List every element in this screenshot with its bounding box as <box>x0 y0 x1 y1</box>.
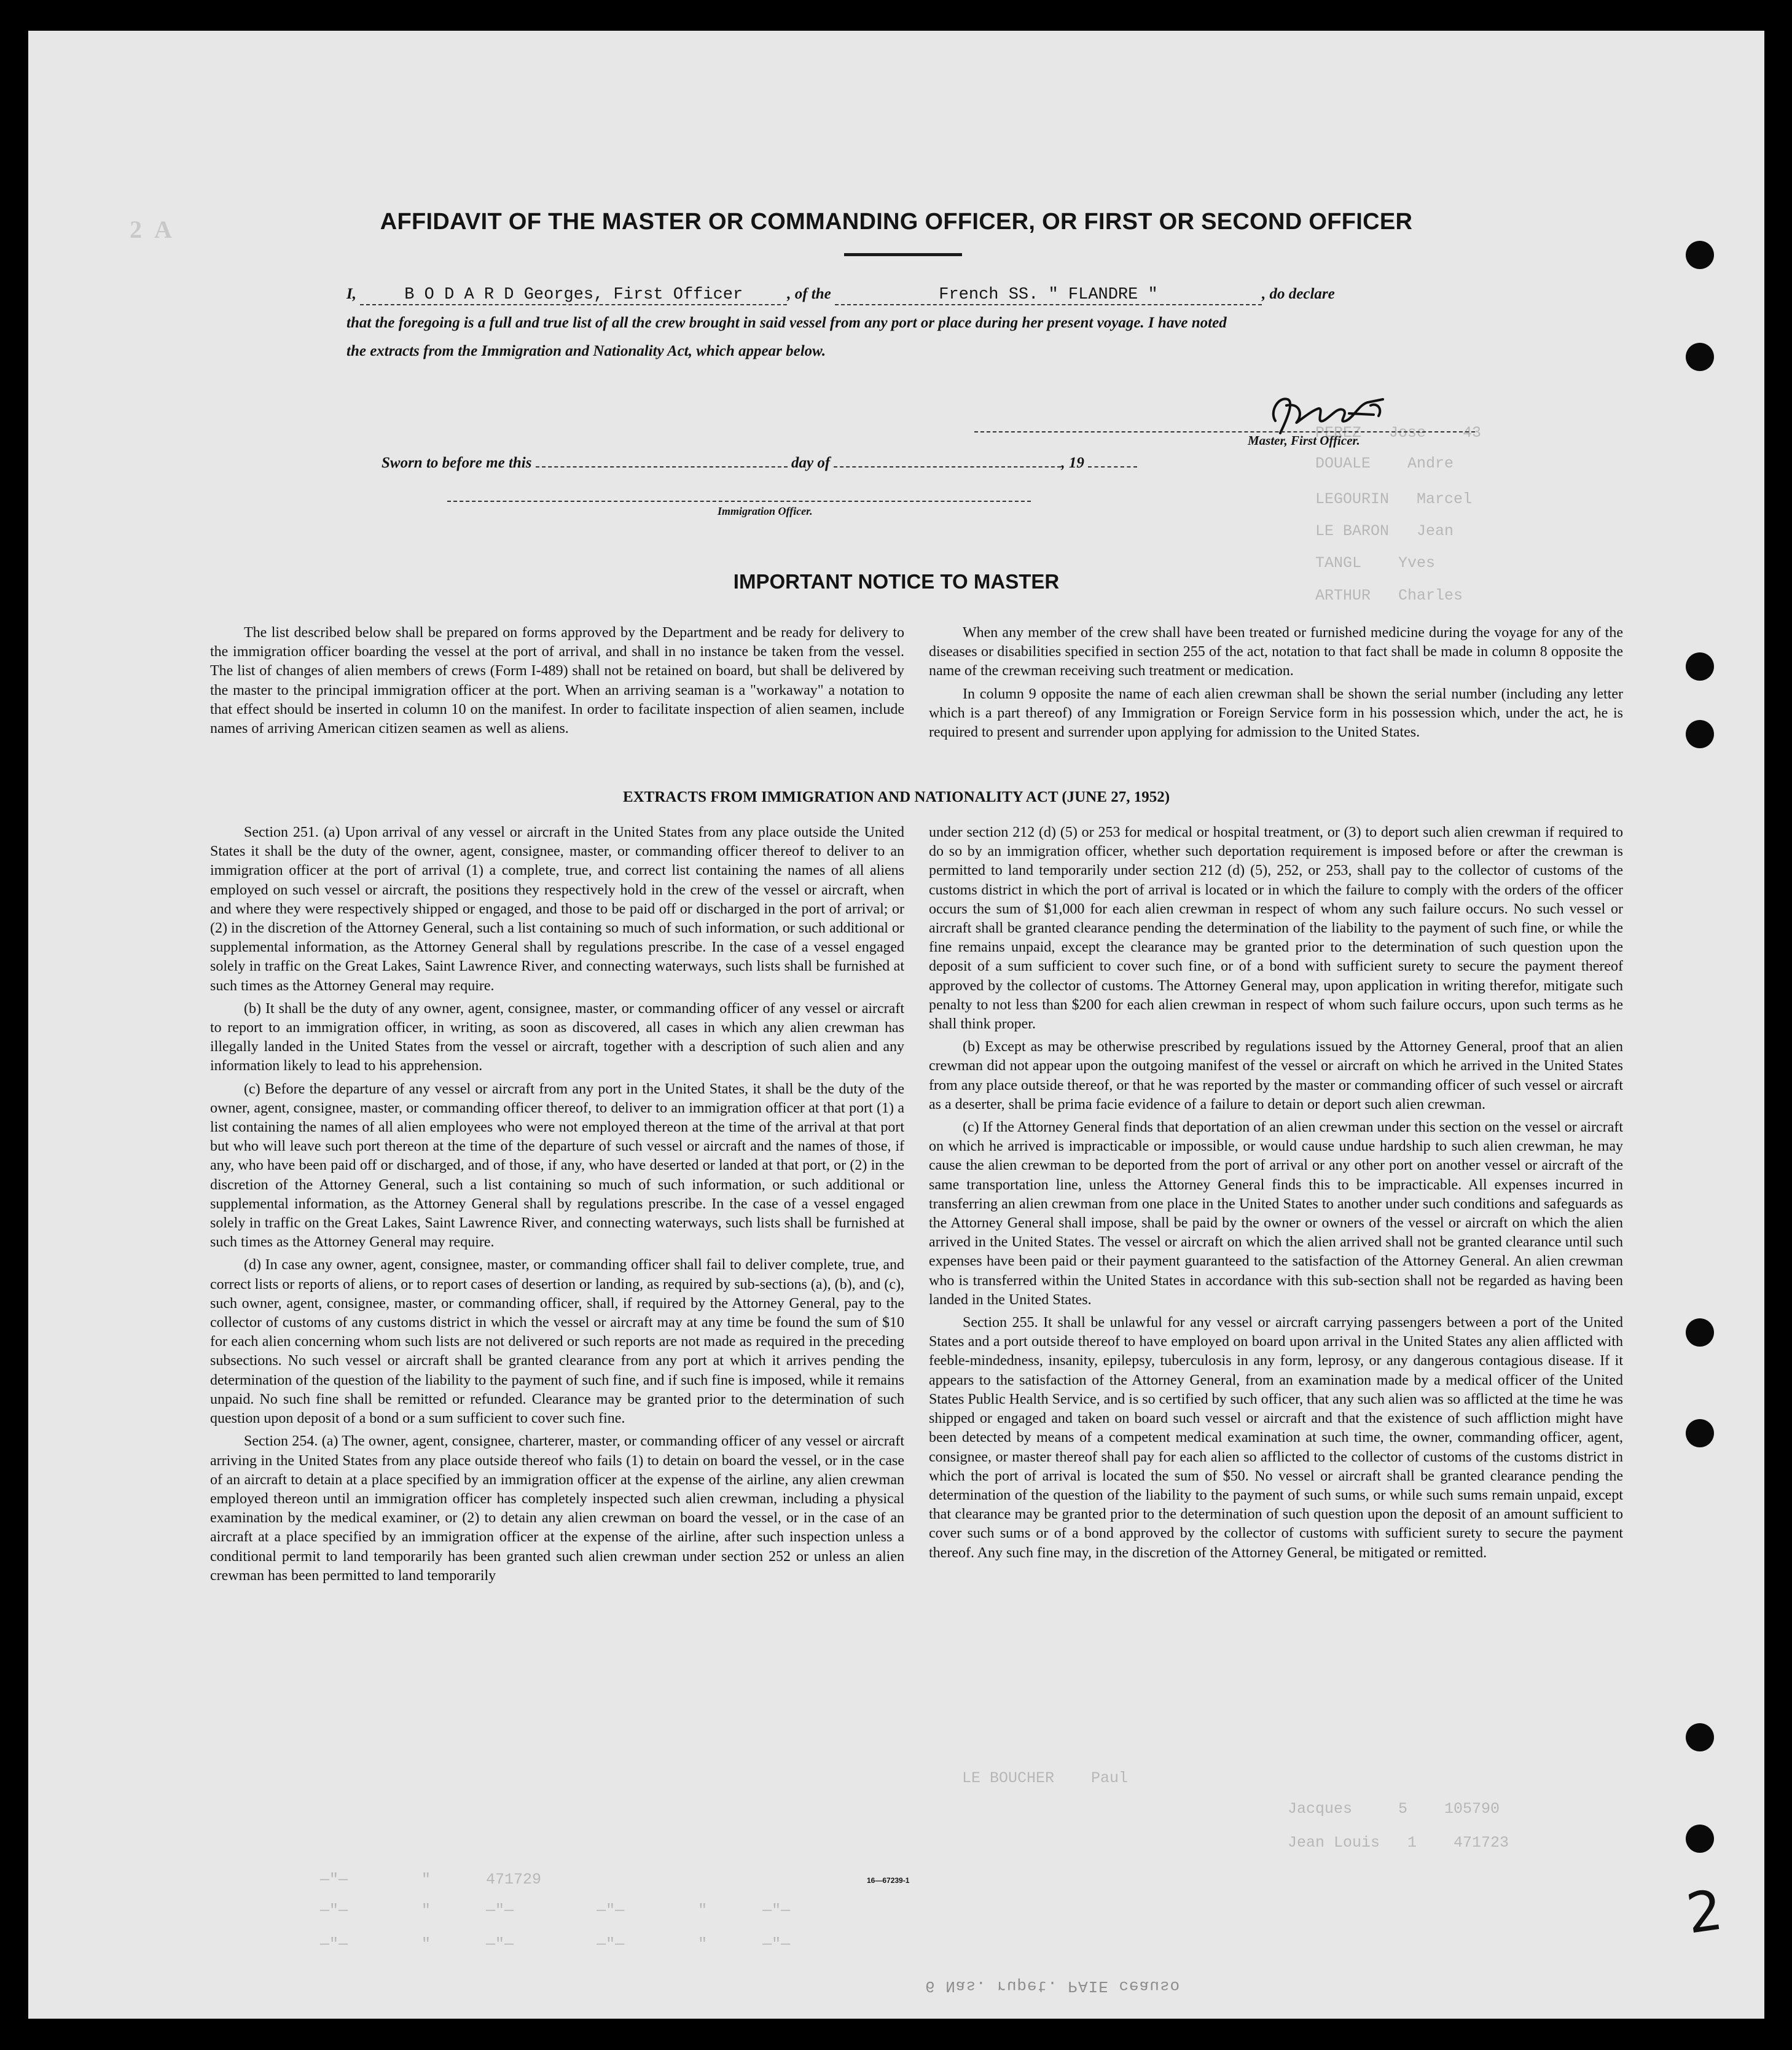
sworn-label: Sworn to before me this <box>381 455 532 471</box>
faint-stamp: 2 A <box>130 216 172 243</box>
declaration-declare: , do declare <box>1262 286 1335 302</box>
declaration-prefix: I, <box>346 286 356 302</box>
bleed-through-text: Jacques 5 105790 <box>1288 1800 1500 1818</box>
punch-hole <box>1686 720 1714 748</box>
extracts-left-column <box>210 823 904 1589</box>
section-254-b: (b) Except as may be otherwise prescribed by regulations issued by the Attorney General, proof that an alien crewman did not appear upon the outgoing manifest of the vessel or aircraft on which he arrived in the United States from any place outside thereof, or that he was reported by the master or commanding officer of such vessel or aircraft as a deserter, shall be prima facie evidence of a failure to detain or deport such alien crewman. <box>929 1039 1623 1113</box>
bleed-through-text: TANGL Yves <box>1315 554 1436 572</box>
punch-hole <box>1686 1825 1714 1853</box>
section-251-a: Section 251. (a) Upon arrival of any vessel or aircraft in the United States from any place outside the United States it shall be the duty of the owner, agent, consignee, master, or commanding officer thereof to deliver to an immigration officer at the port of arrival (1) a complete, true, and correct list containing the names of all aliens employed on such vessel or aircraft, the positions they respectively hold in the crew of the vessel or aircraft, when and where they were respectively shipped or engaged, and those to be paid off or discharged in the port of arrival; or (2) in the discretion of the Attorney General, such a list containing so much of such information, or such additional or supplemental information, as the Attorney General shall by regulations prescribe. In the case of a vessel engaged solely in traffic on the Great Lakes, Saint Lawrence River, and connecting waterways, such lists shall be furnished at such times as the Attorney General may require. <box>210 824 904 994</box>
notice-left-column <box>210 624 904 742</box>
notice-left-paragraph: The list described below shall be prepared on forms approved by the Department and be ready for delivery to the immigration officer boarding the vessel at the port of arrival, and shall in no instance be taken from the vessel. The list of changes of alien members of crews (Form I-489) shall not be retained on board, but shall be delivered by the master to the principal immigration officer at the port. When an arriving seaman is a "workaway" a notation to that effect should be inserted in column 10 on the manifest. In order to facilitate inspection of alien seamen, include names of arriving American citizen seamen as well as aliens. <box>210 625 904 737</box>
bleed-through-text: Jean Louis 1 471723 <box>1288 1834 1509 1852</box>
notice-heading: IMPORTANT NOTICE TO MASTER <box>733 570 1060 593</box>
notice-right-paragraph-2: In column 9 opposite the name of each alien crewman shall be shown the serial number (including any letter which is a part thereof) of any Immigration or Foreign Service form in his possession which, under the act, he is required to present and surrender upon applying for admission to the United States. <box>929 686 1623 741</box>
section-251-b: (b) It shall be the duty of any owner, agent, consignee, master, or commanding officer of any vessel or aircraft to report to an immigration officer, in writing, as soon as discovered, all cases in which any alien crewman has illegally landed in the United States from the vessel or aircraft, together with a description of such alien and any information likely to lead to his apprehension. <box>210 1000 904 1074</box>
punch-hole <box>1686 343 1714 371</box>
punch-hole <box>1686 241 1714 269</box>
punch-hole <box>1686 1318 1714 1347</box>
punch-hole <box>1686 1723 1714 1751</box>
bleed-through-text: LEGOURIN Marcel <box>1315 490 1473 508</box>
document-page <box>28 31 1764 2019</box>
section-251-c: (c) Before the departure of any vessel or aircraft from any port in the United States, it shall be the duty of the owner, agent, consignee, master, or commanding officer thereof, to deliver to an immigration officer at that port (1) a list containing the names of all alien employees who were not employed thereon at the time of the arrival at that port but who will leave such port thereon at the time of the departure of such vessel or aircraft and the names of those, if any, who have been paid off or discharged, and of those, if any, who have deserted or landed at that port, or (2) in the discretion of the Attorney General, such a list containing so much of such information, or such additional or supplemental information, as the Attorney General shall by regulations prescribe. In the case of a vessel engaged solely in traffic on the Great Lakes, Saint Lawrence River, and connecting waterways, such lists shall be furnished at such times as the Attorney General may require. <box>210 1081 904 1251</box>
bleed-through-text: DOUALE Andre <box>1315 455 1454 472</box>
immigration-officer-label: Immigration Officer. <box>718 505 813 517</box>
bleed-through-text: LE BARON Jean <box>1315 522 1454 540</box>
notice-right-paragraph-1: When any member of the crew shall have been treated or furnished medicine during the voyage for any of the diseases or disabilities specified in section 255 of the act, notation to that fact shall be made in column 8 opposite the name of the crewman receiving such treatment or medication. <box>929 625 1623 679</box>
bleed-through-text: PEREZ Jose 43 <box>1315 424 1482 442</box>
bleed-through-text: —"— " —"— —"— " —"— <box>320 1901 791 1919</box>
declaration-line-2: that the foregoing is a full and true list of all the crew brought in said vessel from any port or place during her present voyage. I have noted <box>346 315 1227 331</box>
section-254-c: (c) If the Attorney General finds that deportation of an alien crewman under this section on the vessel or aircraft on which he arrived is impracticable or impossible, or would cause undue hardship to such alien crewman, he may cause the alien crewman to be deported from the port of arrival or any other port on another vessel or aircraft of the same transportation line, unless the Attorney General finds this to be impracticable. All expenses incurred in transferring an alien crewman from one place in the United States to another under such conditions and safeguards as the Attorney General shall impose, shall be paid by the owner or owners of the vessel or aircraft on which the alien arrived in the United States. The vessel or aircraft on which the alien arrived shall not be granted clearance until such expenses have been paid or their payment guaranteed to the satisfaction of the Attorney General. An alien crewman who is transferred within the United States in accordance with this sub-section shall not be regarded as having been landed in the United States. <box>929 1119 1623 1308</box>
title-rule <box>844 253 962 256</box>
declaration-line-1 <box>346 286 1335 305</box>
extracts-heading: EXTRACTS FROM IMMIGRATION AND NATIONALITY ACT (JUNE 27, 1952) <box>622 789 1170 805</box>
extracts-right-column <box>929 823 1623 1567</box>
mirrored-bleed-through: 6 Nas. rupet. PAIE ceauso <box>925 1977 1181 1995</box>
section-254-a-continued: under section 212 (d) (5) or 253 for medical or hospital treatment, or (3) to deport such alien crewman if required to do so by an immigration officer, whether such deportation requirement is imposed before or after the crewman is permitted to land temporarily under section 212 (d) (5), 252, or 253, shall pay to the collector of customs of the customs district in which the port of arrival is located or in which the failure to comply with the orders of the officer occurs the sum of $1,000 for each alien crewman in respect of whom any such failure occurs. No such vessel or aircraft shall be granted clearance pending the determination of the liability to the payment of such fine, or while the fine remains unpaid, except the clearance may be granted prior to the determination of such question upon the deposit of a sum sufficient to cover such fine, or of a bond with sufficient surety to secure the payment thereof approved by the collector of customs. The Attorney General may, upon application in writing therefor, mitigate such penalty to not less than $200 for each alien crewman in respect of whom such failure occurs, upon such terms as he shall think proper. <box>929 824 1623 1033</box>
punch-hole <box>1686 652 1714 681</box>
punch-hole <box>1686 1419 1714 1447</box>
form-number: 16—67239-1 <box>867 1876 910 1885</box>
handwritten-page-mark: 2 <box>1682 1877 1727 1947</box>
signature-line <box>974 431 1475 432</box>
bleed-through-text: —"— " —"— —"— " —"— <box>320 1935 791 1953</box>
sworn-line <box>381 455 1137 472</box>
section-251-d: (d) In case any owner, agent, consignee, master, or commanding officer shall fail to deliver complete, true, and correct lists or reports of aliens, or to report cases of desertion or landing, as required by sub-sections (a), (b), and (c), such owner, agent, consignee, master, or commanding officer, shall, if required by the Attorney General, pay to the collector of customs of any customs district in which the vessel or aircraft may at any time be found the sum of $10 for each alien concerning whom such lists are not delivered or such reports are not made as required in the preceding subsections. No such vessel or aircraft shall be granted clearance from any port at which it arrives pending the determination of the question of the liability to the payment of such fine, and if such fine is imposed, while it remains unpaid. No such fine shall be remitted or refunded. Clearance may be granted prior to the determination of such question upon deposit of a bond or a sum sufficient to cover such fine. <box>210 1257 904 1427</box>
bleed-through-text: LE BOUCHER Paul <box>962 1769 1129 1787</box>
section-255: Section 255. It shall be unlawful for any vessel or aircraft carrying passengers between a port of the United States and a port outside thereof to have employed on board upon arrival in the United States any alien afflicted with feeble-mindedness, insanity, epilepsy, tuberculosis in any form, leprosy, or any dangerous contagious disease. If it appears to the satisfaction of the Attorney General, from an examination made by a medical officer of the United States Public Health Service, and is so certified by such officer, that any such alien was so afflicted at the time he was shipped or engaged and taken on board such vessel or aircraft and that the existence of such affliction might have been detected by means of a competent medical examination at such time, the owner, commanding officer, agent, consignee, or master thereof shall pay for each alien so afflicted to the collector of customs of the customs district in which the port of arrival is located the sum of $50. No vessel or aircraft shall be granted clearance pending the determination of the question of the liability to the payment of such sums, or while such sums remain unpaid, except that clearance may be granted prior to the determination of such question upon the deposit of an amount sufficient to cover such sums or of a bond approved by the collector of customs with sufficient surety to secure the payment thereof. Any such fine may, in the discretion of the Attorney General, be mitigated or remitted. <box>929 1315 1623 1561</box>
sworn-day-of: day of <box>791 455 831 471</box>
signature-label: Master, First Officer. <box>1248 433 1360 448</box>
bleed-through-text: —"— " 471729 <box>320 1871 542 1888</box>
section-254-a: Section 254. (a) The owner, agent, consignee, charterer, master, or commanding officer of any vessel or aircraft arriving in the United States from any place outside thereof who fails (1) to detain on board the vessel, or in the case of an aircraft to detain at a place specified by an immigration officer at the expense of the airline, any alien crewman employed thereon until an immigration officer has completely inspected such alien crewman, including a physical examination by the medical examiner, or (2) to detain any alien crewman on board the vessel, or in the case of an aircraft at a place specified by an immigration officer at the expense of the airline, after such inspection unless a conditional permit to land temporarily has been granted such alien crewman under section 252 or unless an alien crewman has been permitted to land temporarily <box>210 1433 904 1584</box>
bleed-through-text: ARTHUR Charles <box>1315 587 1463 604</box>
vessel-name-field: French SS. " FLANDRE " <box>835 286 1262 305</box>
immigration-officer-line <box>447 501 1031 502</box>
officer-name-field: B O D A R D Georges, First Officer <box>360 286 787 305</box>
affidavit-title: AFFIDAVIT OF THE MASTER OR COMMANDING OFFICER, OR FIRST OR SECOND OFFICER <box>380 209 1413 235</box>
declaration-line-3: the extracts from the Immigration and Nationality Act, which appear below. <box>346 343 826 359</box>
declaration-of-the: , of the <box>787 286 831 302</box>
notice-right-column <box>929 624 1623 746</box>
sworn-year: , 19 <box>1061 455 1084 471</box>
